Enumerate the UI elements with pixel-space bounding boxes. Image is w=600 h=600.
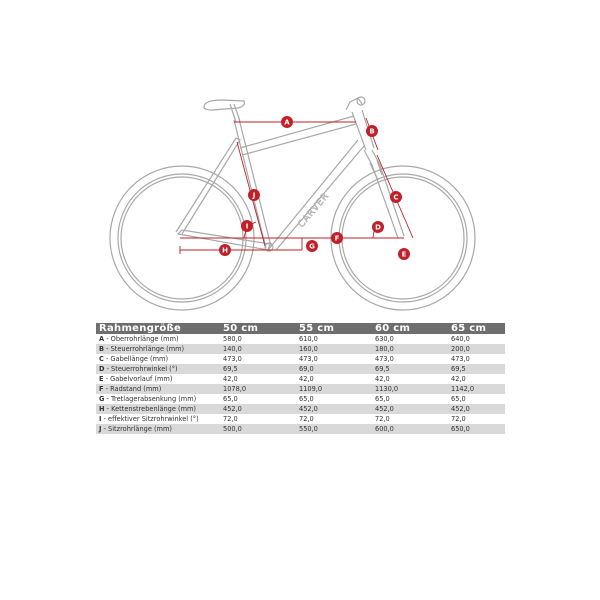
cell-55: 473,0 — [296, 354, 372, 364]
cell-55: 72,0 — [296, 414, 372, 424]
row-label: H - Kettenstrebenlänge (mm) — [96, 404, 220, 414]
header-frame-size: Rahmengröße — [96, 323, 220, 334]
brand-logo: CARVER — [296, 191, 332, 230]
svg-text:J: J — [252, 191, 256, 200]
marker-i — [241, 220, 253, 232]
cell-60: 72,0 — [372, 414, 448, 424]
cell-55: 42,0 — [296, 374, 372, 384]
cell-65: 1142,0 — [448, 384, 505, 394]
table-row — [96, 334, 505, 344]
cell-55: 452,0 — [296, 404, 372, 414]
table-row — [96, 364, 505, 374]
header-size-60: 60 cm — [372, 323, 448, 334]
cell-60: 630,0 — [372, 334, 448, 344]
cell-65: 640,0 — [448, 334, 505, 344]
svg-text:H: H — [222, 246, 228, 255]
cell-50: 42,0 — [220, 374, 296, 384]
cell-50: 500,0 — [220, 424, 296, 434]
cell-60: 1130,0 — [372, 384, 448, 394]
cell-50: 69,5 — [220, 364, 296, 374]
svg-text:G: G — [309, 242, 315, 251]
marker-e — [398, 248, 410, 260]
cell-50: 65,0 — [220, 394, 296, 404]
row-label: A - Oberrohrlänge (mm) — [96, 334, 220, 344]
marker-d — [372, 221, 384, 233]
header-size-50: 50 cm — [220, 323, 296, 334]
cell-55: 610,0 — [296, 334, 372, 344]
cell-65: 473,0 — [448, 354, 505, 364]
table-row — [96, 374, 505, 384]
marker-f — [331, 232, 343, 244]
row-label: C - Gabellänge (mm) — [96, 354, 220, 364]
header-size-65: 65 cm — [448, 323, 505, 334]
cell-65: 200,0 — [448, 344, 505, 354]
svg-text:D: D — [375, 223, 381, 232]
svg-text:F: F — [334, 234, 340, 243]
cell-60: 473,0 — [372, 354, 448, 364]
marker-a — [281, 116, 293, 128]
cell-65: 42,0 — [448, 374, 505, 384]
cell-55: 160,0 — [296, 344, 372, 354]
cell-55: 65,0 — [296, 394, 372, 404]
table-row — [96, 344, 505, 354]
table-row — [96, 414, 505, 424]
geometry-table — [96, 323, 505, 434]
cell-60: 65,0 — [372, 394, 448, 404]
svg-text:E: E — [401, 250, 407, 259]
cell-55: 69,0 — [296, 364, 372, 374]
cell-60: 42,0 — [372, 374, 448, 384]
cell-60: 180,0 — [372, 344, 448, 354]
cell-50: 452,0 — [220, 404, 296, 414]
table-row — [96, 404, 505, 414]
svg-text:C: C — [393, 193, 399, 202]
marker-g — [306, 240, 318, 252]
cell-60: 600,0 — [372, 424, 448, 434]
row-label: D - Steuerrohrwinkel (°) — [96, 364, 220, 374]
cell-50: 580,0 — [220, 334, 296, 344]
row-label: F - Radstand (mm) — [96, 384, 220, 394]
svg-text:B: B — [369, 127, 375, 136]
row-label: G - Tretlagerabsenkung (mm) — [96, 394, 220, 404]
cell-50: 473,0 — [220, 354, 296, 364]
marker-h — [219, 244, 231, 256]
cell-65: 69,5 — [448, 364, 505, 374]
cell-50: 1078,0 — [220, 384, 296, 394]
cell-60: 452,0 — [372, 404, 448, 414]
marker-b — [366, 125, 378, 137]
table-row — [96, 384, 505, 394]
marker-j — [248, 189, 260, 201]
row-label: J - Sitzrohrlänge (mm) — [96, 424, 220, 434]
marker-c — [390, 191, 402, 203]
table-header-row — [96, 323, 505, 334]
row-label: E - Gabelvorlauf (mm) — [96, 374, 220, 384]
header-size-55: 55 cm — [296, 323, 372, 334]
svg-text:A: A — [284, 118, 290, 127]
cell-50: 140,0 — [220, 344, 296, 354]
svg-text:I: I — [245, 222, 249, 231]
cell-55: 1109,0 — [296, 384, 372, 394]
cell-65: 65,0 — [448, 394, 505, 404]
row-label: I - effektiver Sitzrohrwinkel (°) — [96, 414, 220, 424]
row-label: B - Steuerrohrlänge (mm) — [96, 344, 220, 354]
table-row — [96, 354, 505, 364]
cell-65: 72,0 — [448, 414, 505, 424]
cell-60: 69,5 — [372, 364, 448, 374]
cell-65: 650,0 — [448, 424, 505, 434]
cell-65: 452,0 — [448, 404, 505, 414]
cell-55: 550,0 — [296, 424, 372, 434]
table-row — [96, 394, 505, 404]
table-row — [96, 424, 505, 434]
cell-50: 72,0 — [220, 414, 296, 424]
